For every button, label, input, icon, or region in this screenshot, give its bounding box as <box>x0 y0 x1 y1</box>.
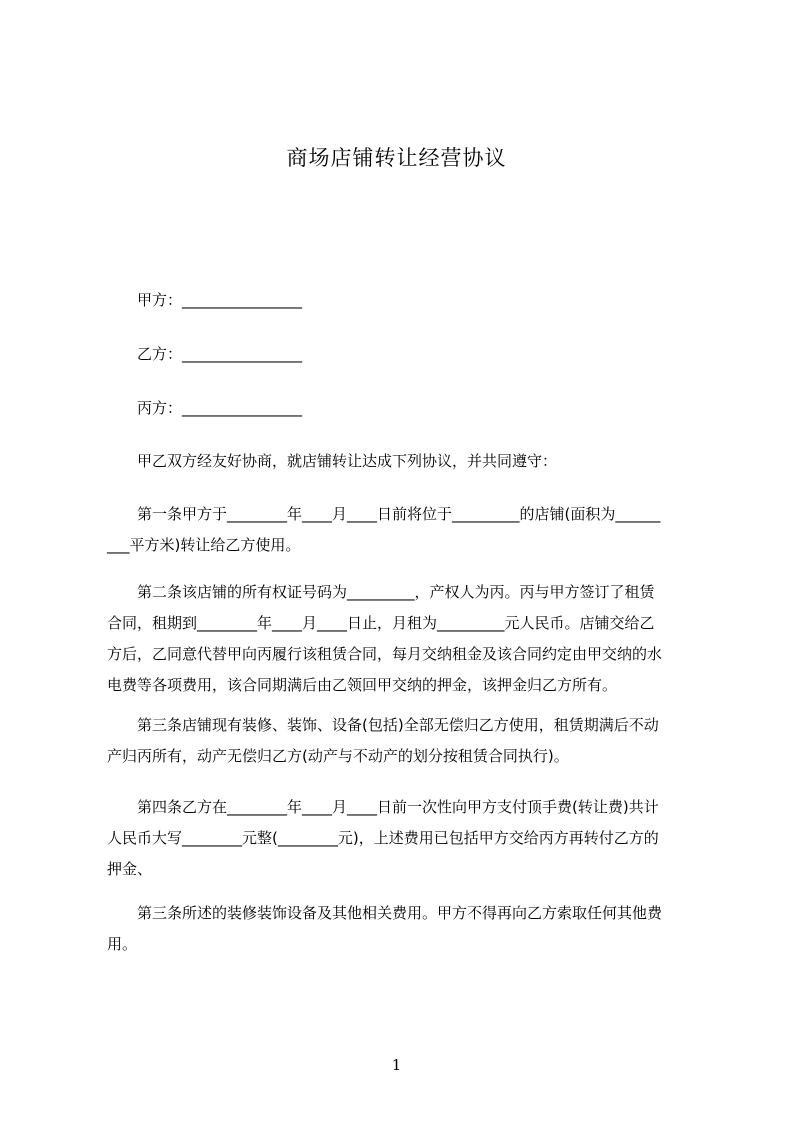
article-3 <box>107 710 702 772</box>
article-4-line-1: 第四条乙方在________年____月____日前一次性向甲方支付顶手费(转让费)共计 <box>137 798 659 816</box>
article-2-line-1: 第二条该店铺的所有权证号码为_________，产权人为丙。丙与甲方签订了租赁 <box>137 583 655 601</box>
article-2-line-3: 方后，乙同意代替甲向丙履行该租赁合同，每月交纳租金及该合同约定由甲交纳的水 <box>107 645 663 663</box>
article-2-line-4: 电费等各项费用，该合同期满后由乙领回甲交纳的押金，该押金归乙方所有。 <box>107 676 618 694</box>
article-1-line-1: 第一条甲方于________年____月____日前将位于_________的店铺(面积为______ <box>137 505 661 523</box>
article-4-line-2: 人民币大写________元整(________元)，上述费用已包括甲方交给丙方再转付乙方的 <box>107 829 659 847</box>
article-4 <box>107 792 702 885</box>
article-2 <box>107 577 702 701</box>
article-3-line-2: 产归丙所有，动产无偿归乙方(动产与不动产的划分按租赁合同执行)。 <box>107 747 569 765</box>
article-5-line-1: 第三条所述的装修装饰设备及其他相关费用。甲方不得再向乙方索取任何其他费 <box>137 904 663 922</box>
article-2-line-2: 合同，租期到________年____月____日止，月租为_________元人民币。店铺交给乙 <box>107 614 655 632</box>
article-5-line-2: 用。 <box>107 935 138 953</box>
party-a-line: 甲方：________________ <box>137 291 303 309</box>
document-title: 商场店铺转让经营协议 <box>286 146 507 170</box>
article-3-line-1: 第三条店铺现有装修、装饰、设备(包括)全部无偿归乙方使用，租赁期满后不动 <box>137 716 659 734</box>
page-number: 1 <box>391 1056 402 1074</box>
party-b-line: 乙方：________________ <box>137 345 303 363</box>
intro-paragraph: 甲乙双方经友好协商，就店铺转让达成下列协议，并共同遵守： <box>137 452 558 470</box>
article-1 <box>107 499 702 561</box>
party-c-line: 丙方：________________ <box>137 399 303 417</box>
article-4-line-3: 押金、 <box>107 860 153 878</box>
article-1-line-2: ___平方米)转让给乙方使用。 <box>107 536 301 554</box>
article-5 <box>107 898 702 960</box>
